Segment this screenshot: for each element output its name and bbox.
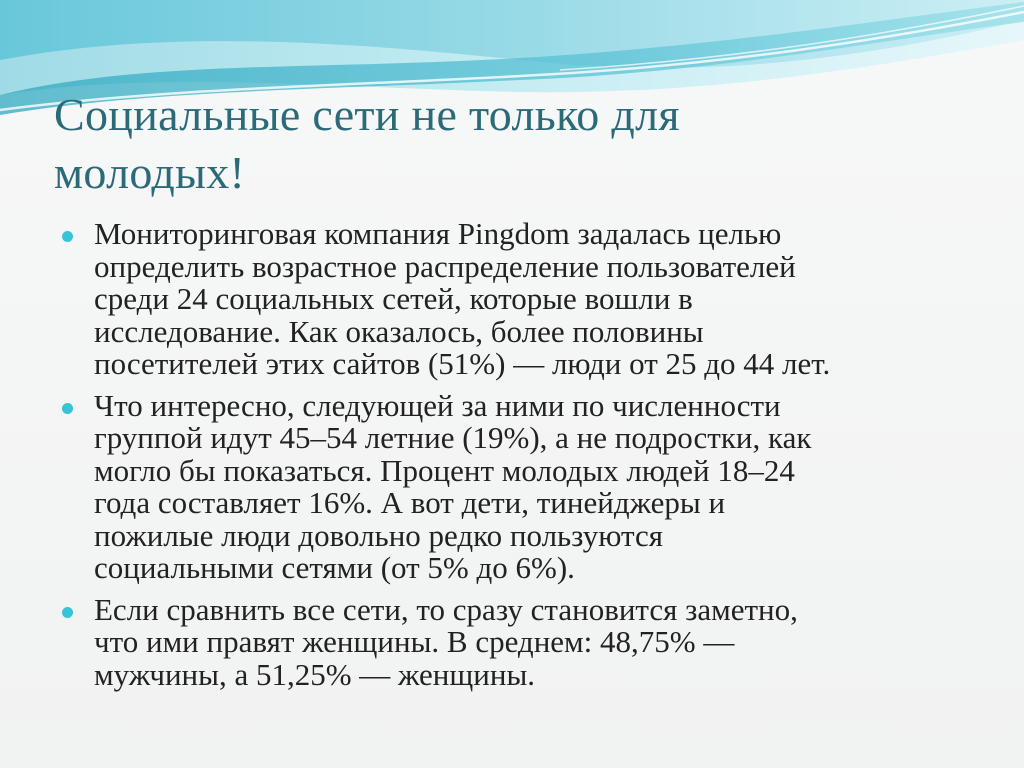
bullet-text xyxy=(94,591,962,692)
bullet-line: что ими правят женщины. В среднем: 48,75% — xyxy=(94,624,735,659)
bullet-line: могло бы показаться. Процент молодых людей 18–24 xyxy=(94,452,795,488)
bullet-line: социальными сетями (от 5% до 6%). xyxy=(94,550,575,585)
bullet-item xyxy=(62,591,962,692)
bullet-list xyxy=(62,218,962,700)
bullet-line: Что интересно, следующей за ними по численности xyxy=(94,387,781,423)
bullet-text xyxy=(94,218,962,381)
bullet-line: Мониторинговая компания Pingdom задалась целью xyxy=(94,216,782,251)
bullet-line: года составляет 16%. А вот дети, тинейджеры и xyxy=(94,485,726,520)
bullet-line: пожилые люди довольно редко пользуются xyxy=(94,517,663,553)
bullet-line: посетителей этих сайтов (51%) — люди от 25 до 44 лет. xyxy=(94,346,831,381)
bullet-line: Если сравнить все сети, то сразу становится заметно, xyxy=(94,591,798,627)
bullet-item xyxy=(62,387,962,585)
bullet-dot-icon xyxy=(62,231,73,242)
bullet-line: определить возрастное распределение пользователей xyxy=(94,248,796,284)
slide-title xyxy=(54,86,954,202)
slide-title-line: молодых! xyxy=(54,147,246,198)
bullet-line: исследование. Как оказалось, более половины xyxy=(94,313,704,349)
bullet-line: группой идут 45–54 летние (19%), а не подростки, как xyxy=(94,420,812,455)
bullet-item xyxy=(62,218,962,381)
bullet-line: мужчины, а 51,25% — женщины. xyxy=(94,656,536,692)
bullet-line: среди 24 социальных сетей, которые вошли в xyxy=(94,281,693,316)
bullet-dot-icon xyxy=(62,607,73,618)
bullet-text xyxy=(94,387,962,585)
slide-title-line: Социальные сети не только для xyxy=(54,89,680,140)
bullet-dot-icon xyxy=(62,403,73,414)
